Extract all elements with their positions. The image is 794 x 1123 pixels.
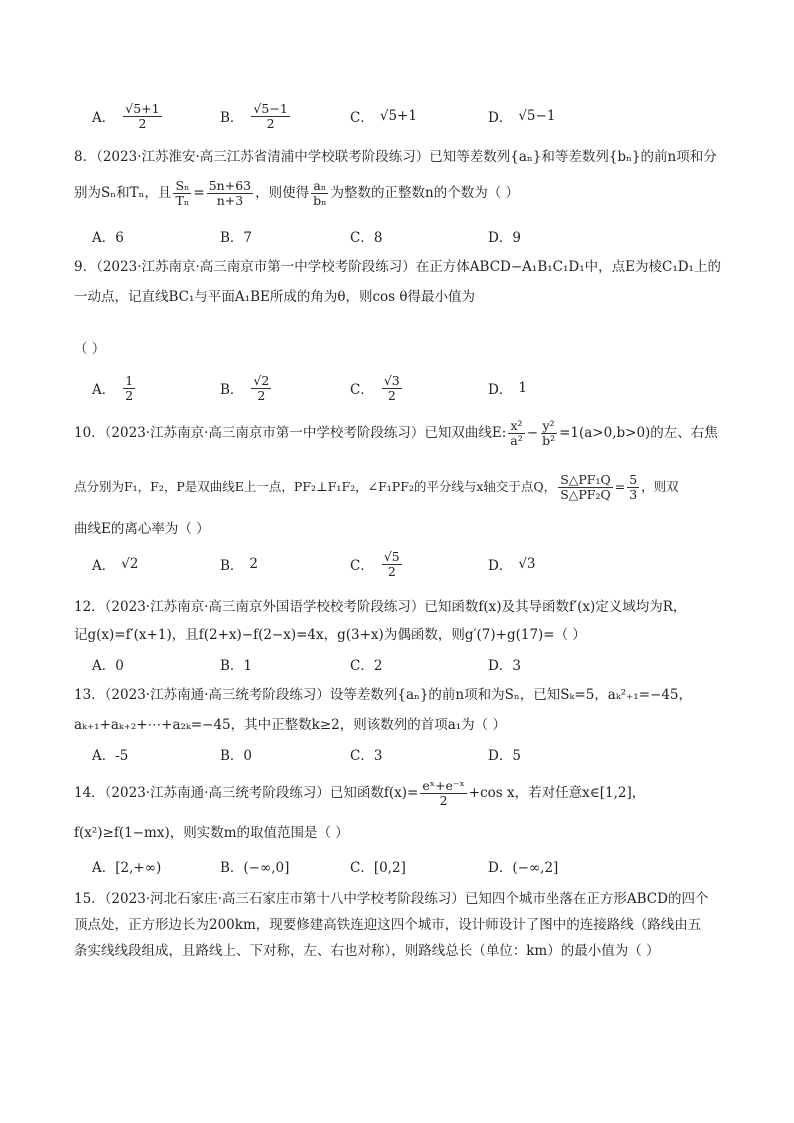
q10-fraction-five-thirds: $\frac{5}{3}$ <box>629 471 638 502</box>
q9-options <box>92 374 732 402</box>
q14-option-c[interactable]: C．[0,2] <box>350 860 406 876</box>
q7-b-fraction: $\frac{√5-1}{2}$ <box>253 100 288 131</box>
q8-fraction-s-t: $\frac{\text{Sₙ}}{\text{Tₙ}}$ <box>175 177 190 208</box>
q13-line2: aₖ₊₁+aₖ₊₂+⋯+a₂ₖ=−45，其中正整数k≥2，则该数列的首项a₁为（ ） <box>74 717 506 733</box>
q14-options <box>92 852 732 880</box>
q12-option-d[interactable]: D．3 <box>488 658 521 674</box>
q14-option-d[interactable]: D．(−∞,2] <box>488 860 559 876</box>
q12-line2: 记g(x)=f′(x+1)，且f(2+x)−f(2−x)=4x，g(3+x)为偶函数，则g′(7)+g(17)=（ ） <box>74 627 586 643</box>
q14-option-b[interactable]: B．(−∞,0] <box>220 860 290 876</box>
q7-option-a[interactable]: A． $\frac{√5+1}{2}$ <box>92 100 160 131</box>
q13-line1: 13．（2023·江苏南通·高三统考阶段练习）设等差数列{aₙ}的前n项和为Sₙ，已知Sₖ=5，aₖ²₊₁=−45， <box>74 687 693 703</box>
q8-options <box>92 222 732 250</box>
q9-b-fraction: $\frac{√2}{2}$ <box>253 372 270 403</box>
q12-option-c[interactable]: C．2 <box>350 658 383 674</box>
q13-option-a[interactable]: A．-5 <box>92 748 129 764</box>
q10-option-d[interactable]: D． √3 <box>488 556 536 574</box>
q10-fraction-y: $\frac{\text{y²}}{\text{b²}}$ <box>542 417 556 448</box>
q8-line2: 别为Sₙ和Tₙ，且 $\frac{\text{Sₙ}}{\text{Tₙ}}$ = $\frac{5n+63}{n+3}$ ，则使得 $\frac{\text{aₙ}}{\text{bₙ}}$ 为整数的正整数n的个数为（ ） <box>74 177 520 208</box>
q8-option-c[interactable]: C．8 <box>350 230 383 246</box>
q15-line1: 15．（2023·河北石家庄·高三石家庄市第十八中学校考阶段练习）已知四个城市坐落在正方形ABCD的四个 <box>74 891 709 907</box>
q10-fraction-x: $\frac{\text{x²}}{\text{a²}}$ <box>510 417 523 448</box>
q9-line2: 一动点，记直线BC₁与平面A₁BE所成的角为θ，则cos θ得最小值为 <box>74 289 476 305</box>
q12-options <box>92 650 732 678</box>
q10-line2: 点分别为F₁，F₂，P是双曲线E上一点，PF₂⊥F₁F₂，∠F₁PF₂的平分线与x轴交于点Q， $\frac{\text{S△PF₁Q}}{\text{S△PF₂Q}}$ = $\frac{5}{3}$ ，则双 <box>74 471 679 502</box>
q13-option-b[interactable]: B．0 <box>220 748 253 764</box>
q9-option-a[interactable]: A． $\frac{1}{2}$ <box>92 372 134 403</box>
q13-option-c[interactable]: C．3 <box>350 748 383 764</box>
q8-option-a[interactable]: A．6 <box>92 230 124 246</box>
q9-line3: （ ） <box>74 341 106 357</box>
q15-line3: 条实线线段组成，且路线上、下对称，左、右也对称），则路线总长（单位：km）的最小值为（ ） <box>74 943 660 959</box>
q10-option-b[interactable]: B． 2 <box>220 556 259 574</box>
q7-option-b[interactable]: B． $\frac{√5-1}{2}$ <box>220 100 288 131</box>
q9-option-b[interactable]: B． $\frac{√2}{2}$ <box>220 372 270 403</box>
q14-option-a[interactable]: A．[2,+∞) <box>92 860 162 876</box>
q14-line2: f(x²)≥f(1−mx)，则实数m的取值范围是（ ） <box>74 825 349 841</box>
q13-options <box>92 740 732 768</box>
q13-option-d[interactable]: D．5 <box>488 748 521 764</box>
q10-c-fraction: $\frac{√5}{2}$ <box>383 548 400 579</box>
q10-fraction-area: $\frac{\text{S△PF₁Q}}{\text{S△PF₂Q}}$ <box>560 471 611 502</box>
q12-option-b[interactable]: B．1 <box>220 658 253 674</box>
q8-option-d[interactable]: D．9 <box>488 230 521 246</box>
q8-option-b[interactable]: B．7 <box>220 230 253 246</box>
q9-option-c[interactable]: C． $\frac{√3}{2}$ <box>350 372 400 403</box>
q7-option-c[interactable]: C． √5+1 <box>350 108 417 126</box>
q14-fraction-exp: $\frac{\text{eˣ+e⁻ˣ}}{2}$ <box>422 777 465 808</box>
q8-fraction-ratio: $\frac{5n+63}{n+3}$ <box>208 177 252 208</box>
q9-c-fraction: $\frac{√3}{2}$ <box>383 372 400 403</box>
q9-a-fraction: $\frac{1}{2}$ <box>125 372 134 403</box>
q7-option-d[interactable]: D． √5−1 <box>488 108 556 126</box>
q10-line1: 10．（2023·江苏南京·高三南京市第一中学校考阶段练习）已知双曲线E: $\frac{\text{x²}}{\text{a²}}$ − $\frac{\text{y²}}{\text{b²}}$ =1(a>0,b>0)的左、右焦 <box>74 417 718 448</box>
q10-option-a[interactable]: A． √2 <box>92 556 139 574</box>
q12-line1: 12．（2023·江苏南京·高三南京外国语学校校考阶段练习）已知函数f(x)及其导函数f′(x)定义域均为R， <box>74 599 687 615</box>
q10-options <box>92 550 732 578</box>
q9-line1: 9．（2023·江苏南京·高三南京市第一中学校考阶段练习）在正方体ABCD−A₁B₁C₁D₁中，点E为棱C₁D₁上的 <box>74 259 721 275</box>
q10-option-c[interactable]: C． $\frac{√5}{2}$ <box>350 548 400 579</box>
q7-a-fraction: $\frac{√5+1}{2}$ <box>125 100 160 131</box>
q7-options <box>92 102 732 130</box>
q9-option-d[interactable]: D． 1 <box>488 380 527 398</box>
q12-option-a[interactable]: A．0 <box>92 658 124 674</box>
q8-line1: 8．（2023·江苏淮安·高三江苏省清浦中学校联考阶段练习）已知等差数列{aₙ}和等差数列{bₙ}的前n项和分 <box>74 149 717 165</box>
q15-line2: 顶点处，正方形边长为200km，现要修建高铁连迎这四个城市，设计师设计了图中的连接路线（路线由五 <box>74 917 702 933</box>
q14-line1: 14．（2023·江苏南通·高三统考阶段练习）已知函数f(x)= $\frac{\text{eˣ+e⁻ˣ}}{2}$ +cos x，若对任意x∈[1,2]， <box>74 777 646 808</box>
q8-fraction-a-b: $\frac{\text{aₙ}}{\text{bₙ}}$ <box>313 177 327 208</box>
q10-line3: 曲线E的离心率为（ ） <box>74 521 210 537</box>
